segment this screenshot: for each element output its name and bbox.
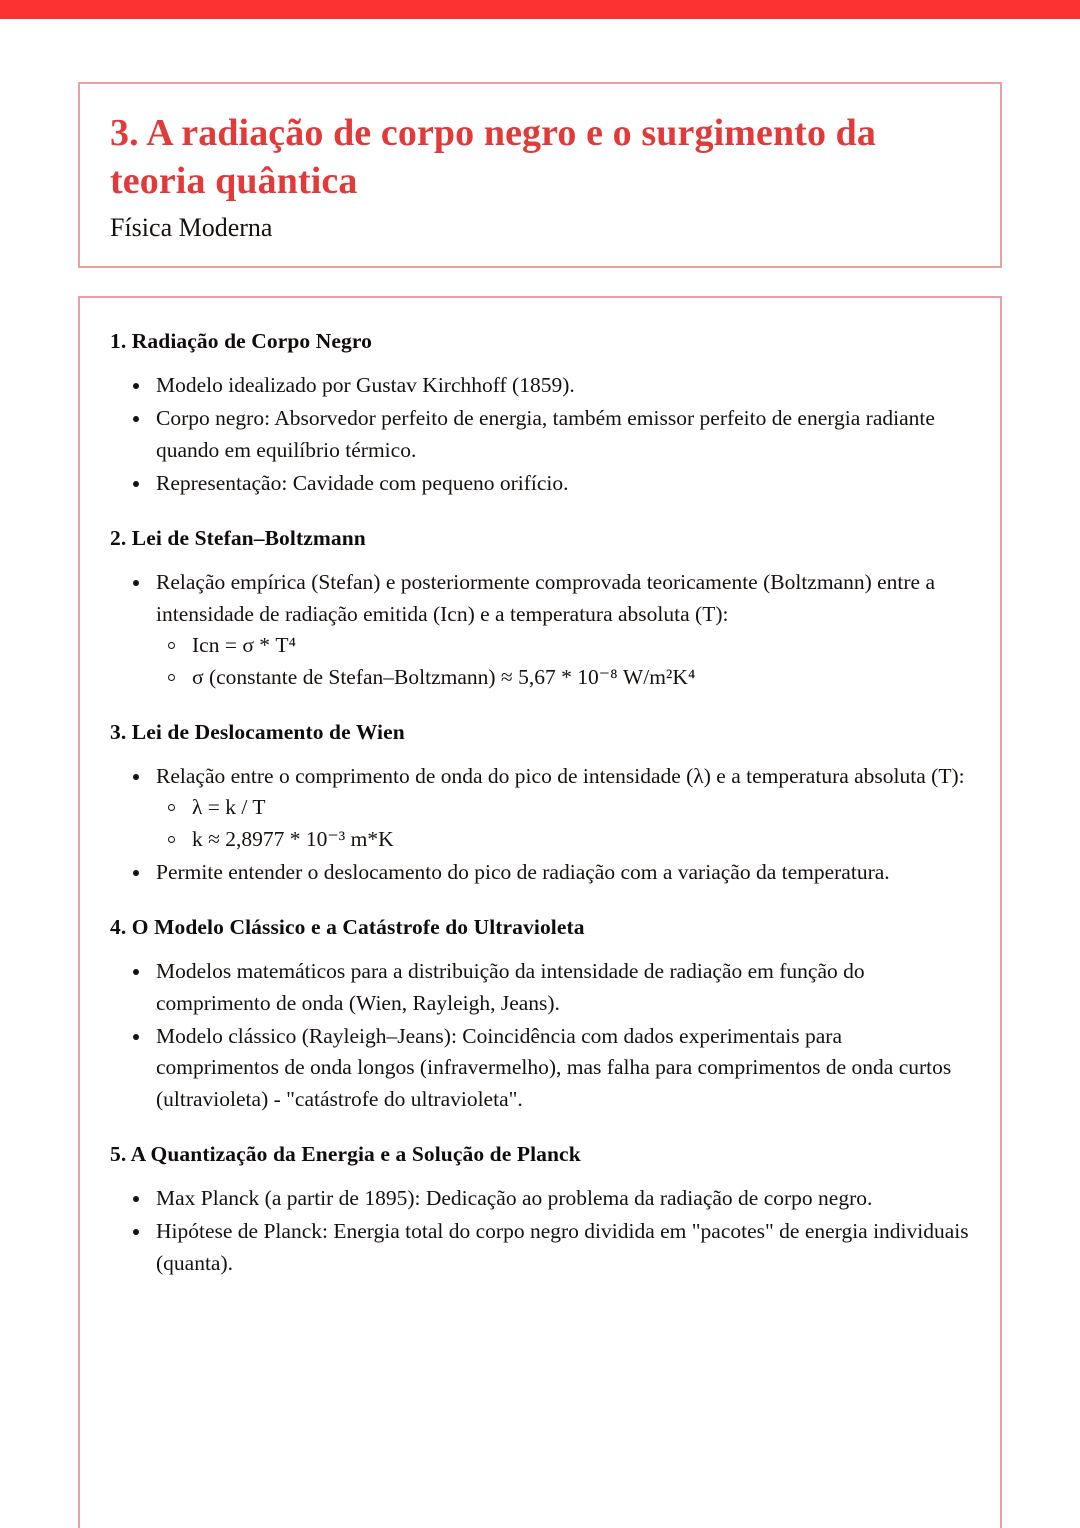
bullet-dot-icon: [133, 1229, 139, 1235]
bullet-dot-icon: [133, 481, 139, 487]
list-item-text: Modelo idealizado por Gustav Kirchhoff (1859).: [156, 372, 575, 397]
list-item-text: Modelo clássico (Rayleigh–Jeans): Coincidência com dados experimentais para comprimentos de onda longos (infravermelho), mas falha para comprimentos de onda curtos (ultravioleta) - "catástrofe do ultravioleta".: [156, 1024, 952, 1111]
section-heading: 3. Lei de Deslocamento de Wien: [110, 719, 405, 744]
bullet-circle-icon: [168, 804, 175, 811]
content-section: [110, 1141, 970, 1279]
bullet-circle-icon: [168, 642, 175, 649]
content-section: [110, 914, 970, 1115]
sub-bullet-list: [156, 630, 970, 693]
bullet-dot-icon: [133, 774, 139, 780]
list-item-text: Relação entre o comprimento de onda do pico de intensidade (λ) e a temperatura absoluta (T):: [156, 763, 965, 788]
sub-list-item: [156, 824, 970, 855]
top-accent-bar: [0, 0, 1080, 19]
list-item: [110, 1216, 970, 1279]
bullet-list: [110, 1183, 970, 1279]
section-heading: 5. A Quantização da Energia e a Solução de Planck: [110, 1142, 581, 1167]
bullet-list: [110, 956, 970, 1115]
list-item-text: Modelos matemáticos para a distribuição da intensidade de radiação em função do comprimento de onda (Wien, Rayleigh, Jeans).: [156, 959, 865, 1015]
sub-list-item: [156, 630, 970, 661]
page-title: 3. A radiação de corpo negro e o surgimento da teoria quântica: [110, 112, 876, 202]
page-subtitle: Física Moderna: [110, 212, 273, 242]
list-item: [110, 468, 970, 499]
list-item-text: Permite entender o deslocamento do pico de radiação com a variação da temperatura.: [156, 859, 890, 884]
bullet-dot-icon: [133, 416, 139, 422]
bullet-circle-icon: [168, 674, 175, 681]
content-section: [110, 719, 970, 888]
list-item-text: Hipótese de Planck: Energia total do corpo negro dividida em "pacotes" de energia individuais (quanta).: [156, 1219, 969, 1275]
list-item: [110, 403, 970, 466]
sub-list-item: [156, 662, 970, 693]
section-heading: 2. Lei de Stefan–Boltzmann: [110, 526, 366, 551]
sub-list-item: [156, 792, 970, 823]
list-item-text: Representação: Cavidade com pequeno orifício.: [156, 471, 569, 496]
sub-list-item-text: Icn = σ * T⁴: [192, 633, 297, 658]
bullet-dot-icon: [133, 969, 139, 975]
list-item: [110, 761, 970, 855]
section-heading: 1. Radiação de Corpo Negro: [110, 329, 372, 353]
bullet-dot-icon: [133, 1034, 139, 1040]
content-section: [110, 525, 970, 692]
list-item: [110, 567, 970, 693]
list-item: [110, 1183, 970, 1214]
list-item-text: Max Planck (a partir de 1895): Dedicação ao problema da radiação de corpo negro.: [156, 1186, 873, 1211]
sub-list-item-text: σ (constante de Stefan–Boltzmann) ≈ 5,67 * 10⁻⁸ W/m²K⁴: [192, 664, 696, 689]
document-title-card: [78, 82, 1002, 268]
sections-container: [110, 328, 970, 1279]
bullet-list: [110, 567, 970, 693]
sub-list-item-text: k ≈ 2,8977 * 10⁻³ m*K: [192, 826, 394, 851]
list-item: [110, 1021, 970, 1115]
bullet-circle-icon: [168, 836, 175, 843]
section-heading: 4. O Modelo Clássico e a Catástrofe do Ultravioleta: [110, 915, 585, 940]
document-content-card: [78, 296, 1002, 1528]
bullet-dot-icon: [133, 580, 139, 586]
list-item: [110, 370, 970, 401]
bullet-list: [110, 761, 970, 889]
sub-list-item-text: λ = k / T: [192, 795, 266, 820]
content-section: [110, 328, 970, 499]
bullet-list: [110, 370, 970, 500]
bullet-dot-icon: [133, 870, 139, 876]
list-item-text: Relação empírica (Stefan) e posteriormente comprovada teoricamente (Boltzmann) entre a intensidade de radiação emitida (Icn) e a temperatura absoluta (T):: [156, 570, 936, 626]
bullet-dot-icon: [133, 383, 139, 389]
list-item-text: Corpo negro: Absorvedor perfeito de energia, também emissor perfeito de energia radiante quando em equilíbrio térmico.: [156, 406, 935, 462]
sub-bullet-list: [156, 792, 970, 855]
bullet-dot-icon: [133, 1196, 139, 1202]
list-item: [110, 956, 970, 1019]
list-item: [110, 857, 970, 888]
